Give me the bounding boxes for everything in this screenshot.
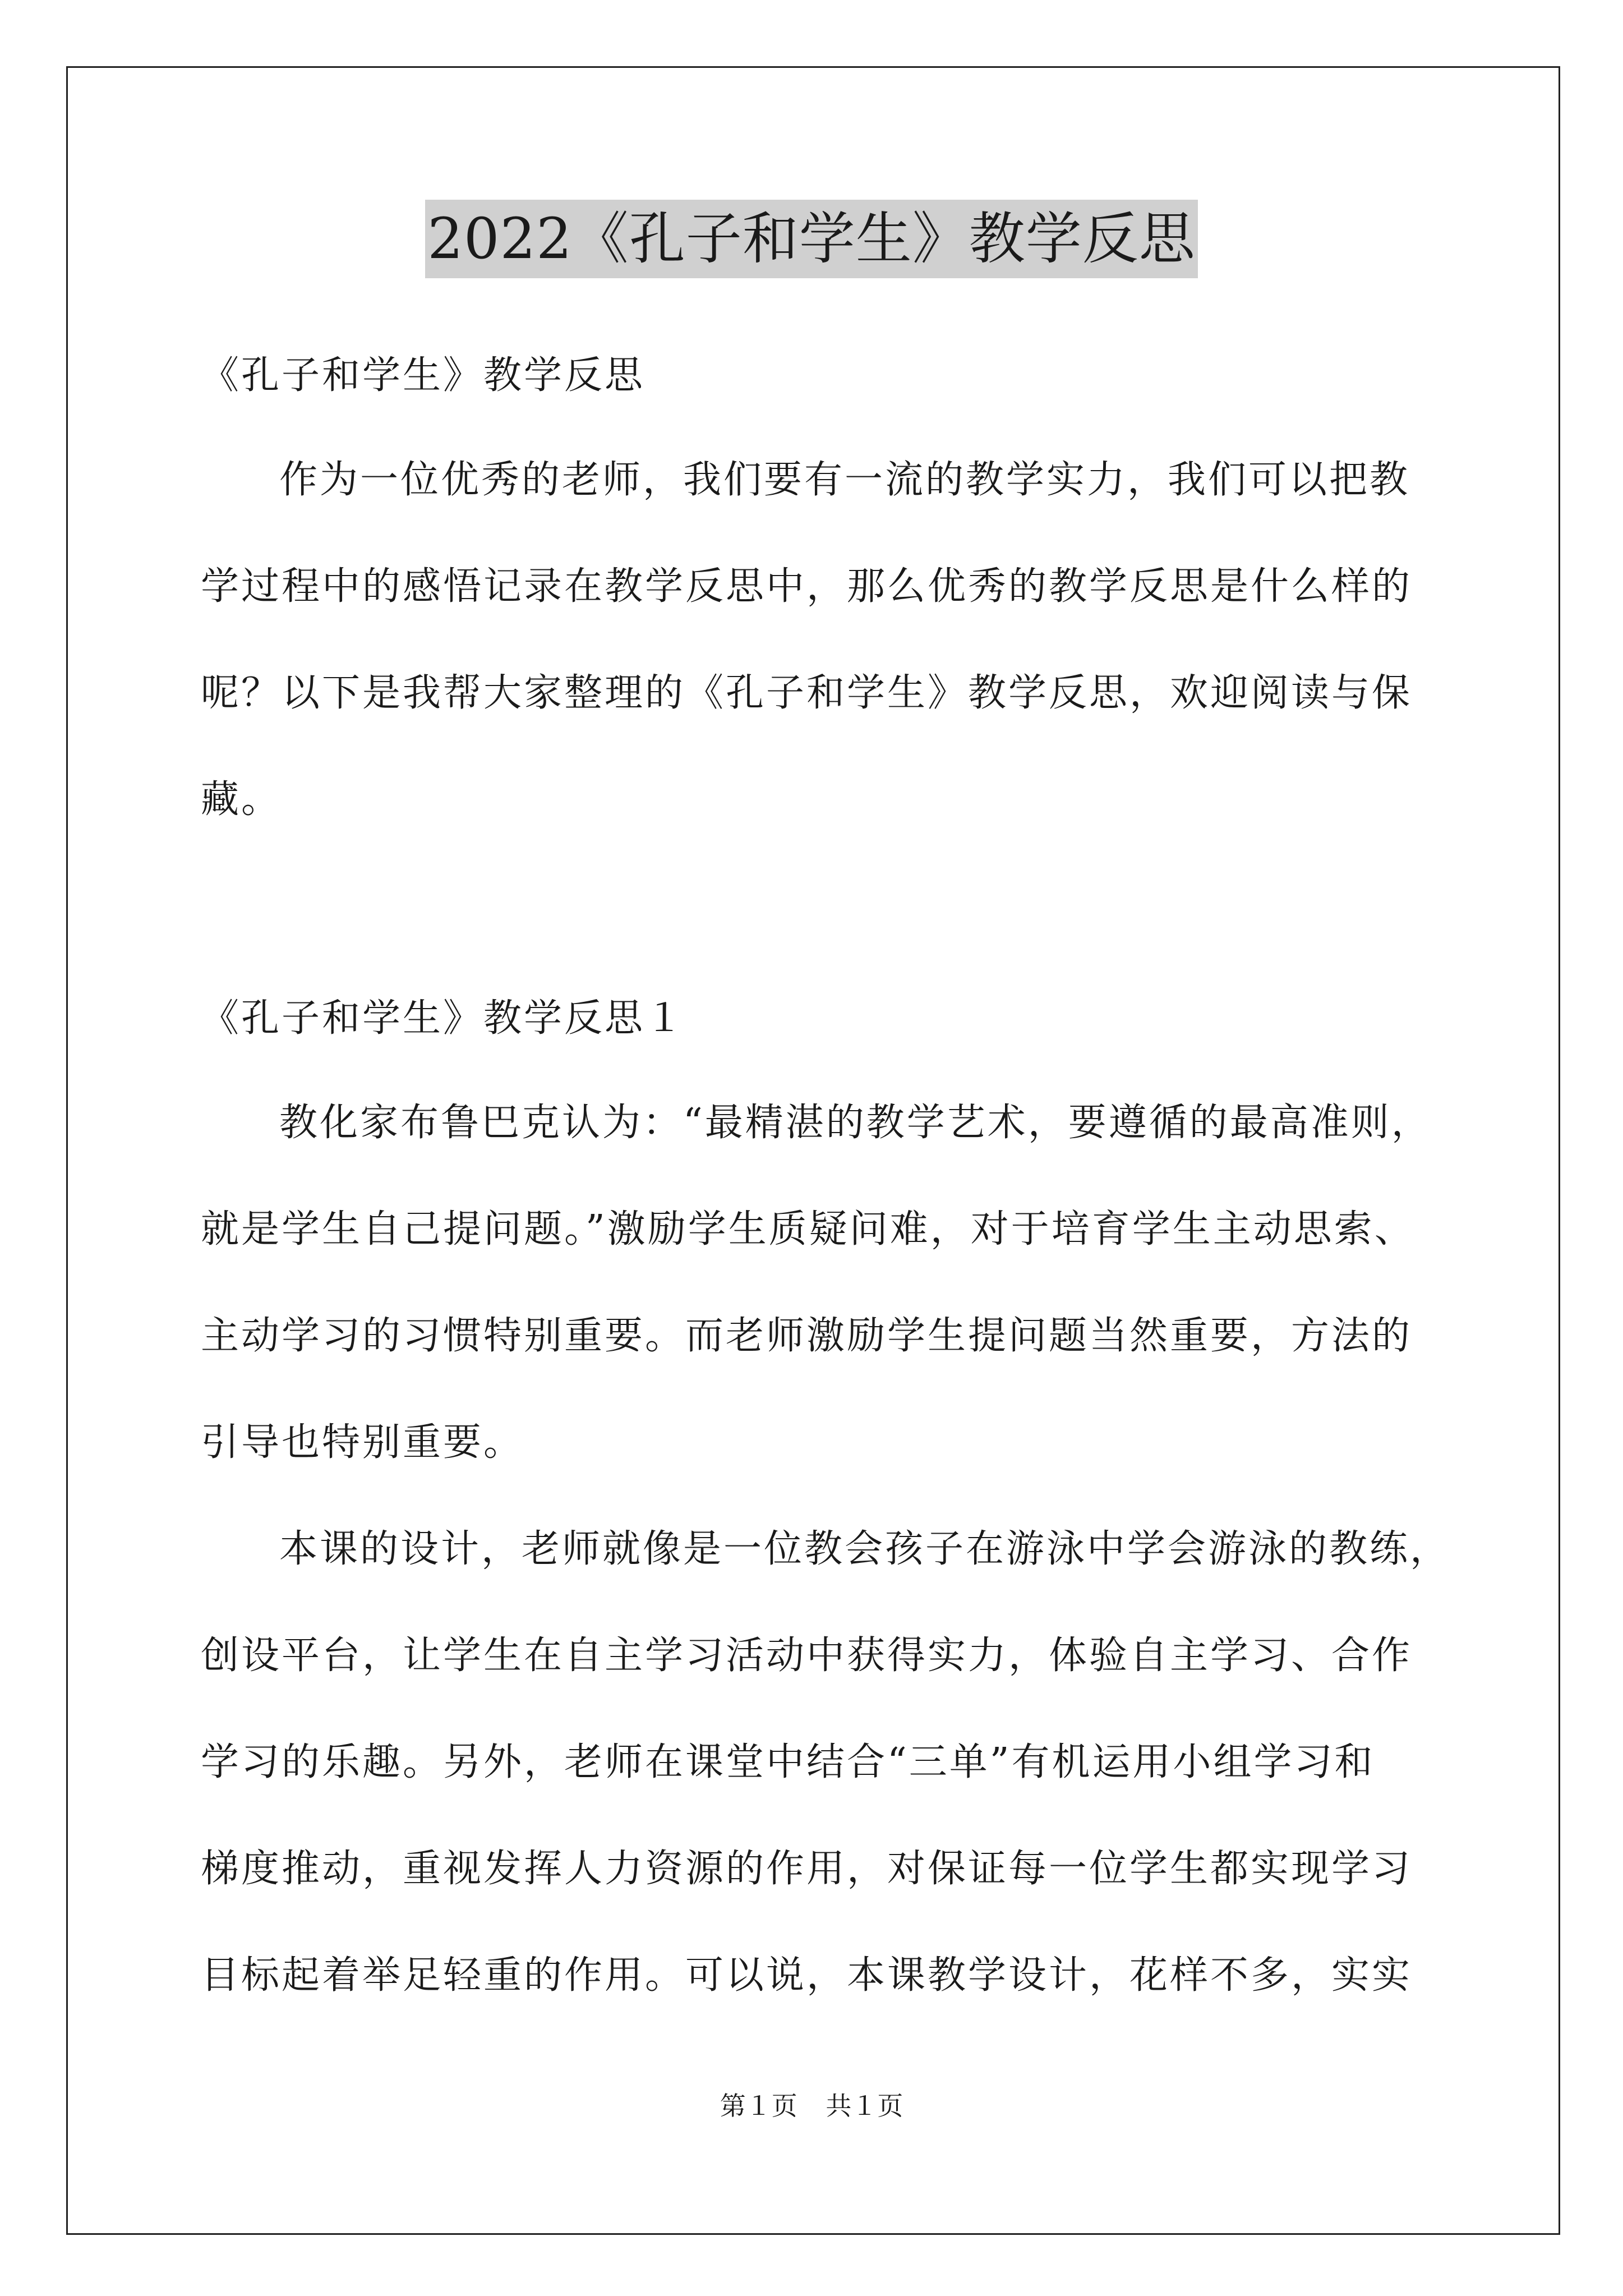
page-total: 共１页 [826,2091,903,2121]
section-heading: 《孔子和学生》教学反思１ [201,996,686,1041]
paragraph-line: 教化家布鲁巴克认为：“最精湛的教学艺术，要遵循的最高准则， [279,1101,1432,1145]
intro-line: 藏。 [201,777,282,822]
intro-line: 呢？以下是我帮大家整理的《孔子和学生》教学反思，欢迎阅读与保 [201,671,1413,715]
subtitle: 《孔子和学生》教学反思 [201,353,645,398]
paragraph-line: 主动学习的习惯特别重要。而老师激励学生提问题当然重要，方法的 [201,1314,1413,1358]
paragraph-line: 目标起着举足轻重的作用。可以说，本课教学设计，花样不多，实实 [201,1953,1413,1998]
page-footer [0,2089,1623,2123]
paragraph-line: 学习的乐趣。另外，老师在课堂中结合“三单”有机运用小组学习和 [201,1740,1375,1784]
title-block [0,200,1623,278]
paragraph-line: 创设平台，让学生在自主学习活动中获得实力，体验自主学习、合作 [201,1634,1413,1678]
paragraph-line: 梯度推动，重视发挥人力资源的作用，对保证每一位学生都实现学习 [201,1847,1413,1891]
paragraph-line: 就是学生自己提问题。”激励学生质疑问难，对于培育学生主动思索、 [201,1207,1415,1251]
document-title: 2022《孔子和学生》教学反思 [425,200,1198,278]
intro-line: 作为一位优秀的老师，我们要有一流的教学实力，我们可以把教 [279,458,1410,502]
page-number: 第１页 [720,2091,797,2121]
intro-line: 学过程中的感悟记录在教学反思中，那么优秀的教学反思是什么样的 [201,564,1413,609]
paragraph-line: 本课的设计，老师就像是一位教会孩子在游泳中学会游泳的教练， [279,1527,1451,1571]
paragraph-line: 引导也特别重要。 [201,1420,524,1465]
